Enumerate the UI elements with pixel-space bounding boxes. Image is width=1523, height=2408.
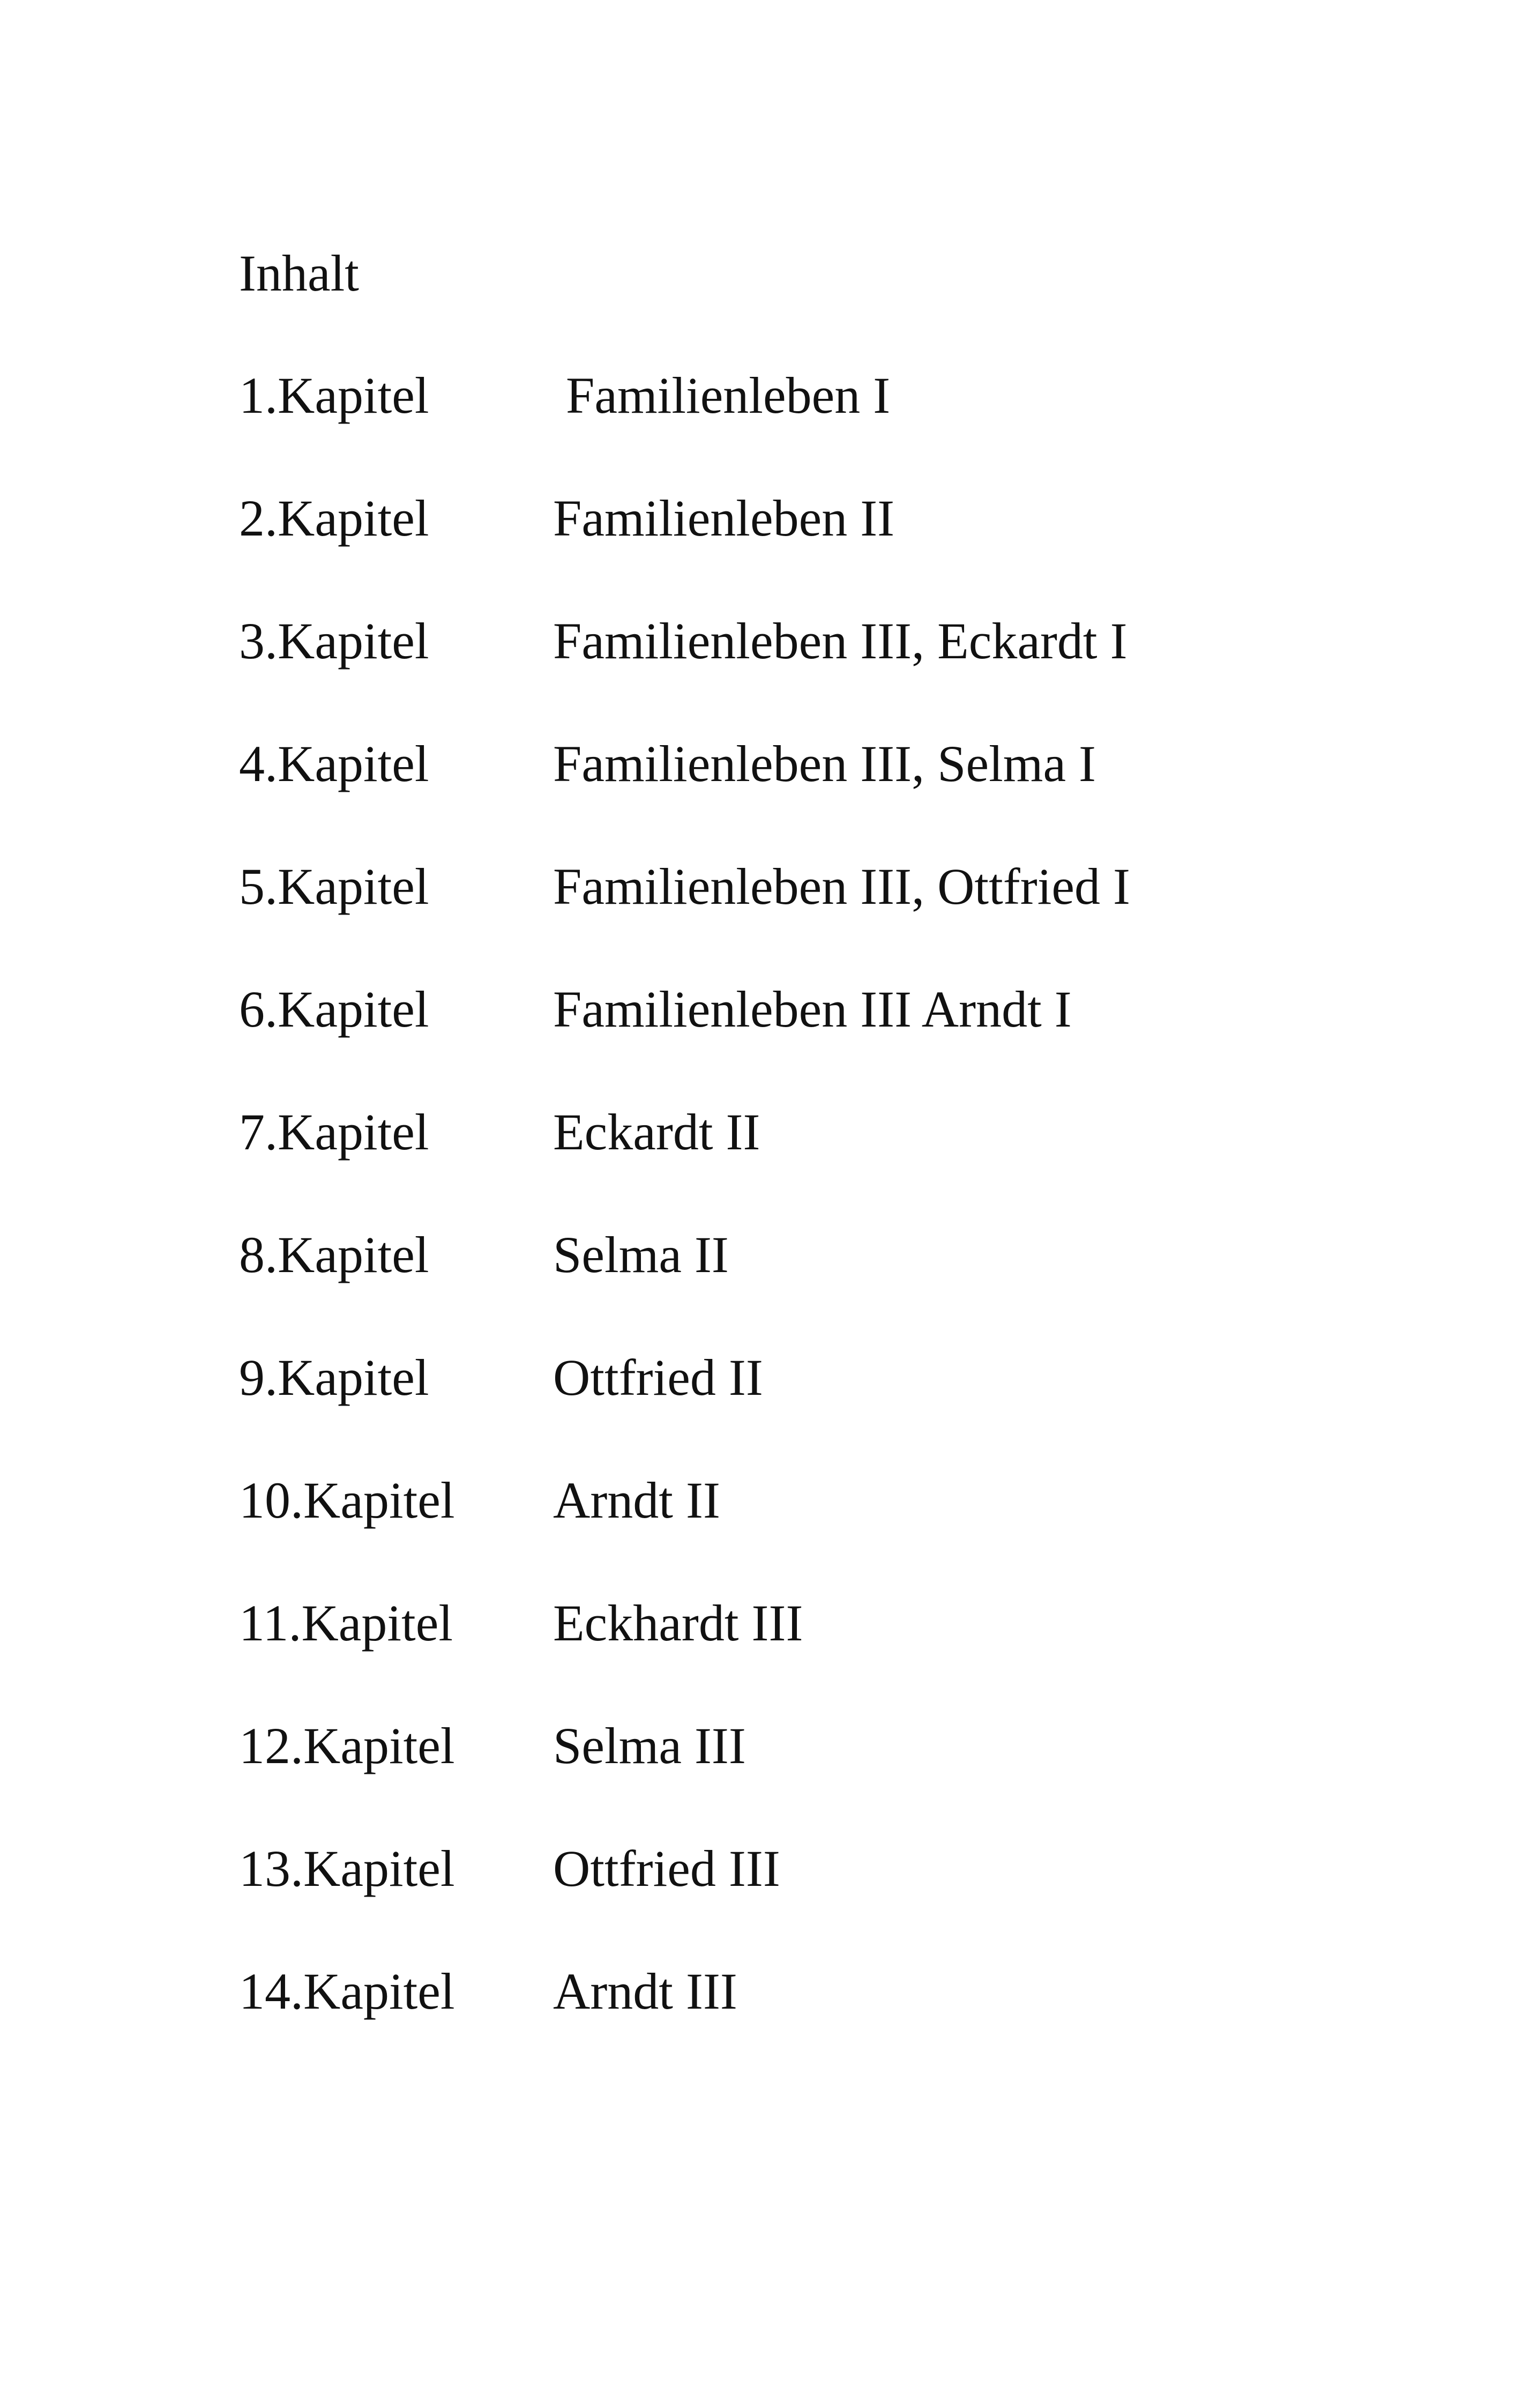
chapter-title: Eckhardt III <box>553 1594 803 1652</box>
toc-entry-10 <box>239 1463 1418 1586</box>
chapter-number: 3.Kapitel <box>239 612 429 670</box>
chapter-title: Selma III <box>553 1717 746 1774</box>
toc-entry-7 <box>239 1095 1418 1217</box>
toc-entry-13 <box>239 1831 1418 1954</box>
toc-entry-1 <box>239 358 1418 481</box>
toc-entry-6 <box>239 972 1418 1095</box>
chapter-number: 11.Kapitel <box>239 1594 453 1652</box>
chapter-title: Ottfried III <box>553 1840 780 1897</box>
toc-entry-14 <box>239 1954 1418 2077</box>
chapter-title: Arndt II <box>553 1471 720 1529</box>
chapter-title: Familienleben III, Selma I <box>553 735 1096 792</box>
chapter-title: Selma II <box>553 1226 729 1283</box>
chapter-title: Familienleben II <box>553 489 895 547</box>
chapter-title: Arndt III <box>553 1963 737 2020</box>
chapter-title: Eckardt II <box>553 1103 760 1161</box>
chapter-number: 8.Kapitel <box>239 1226 429 1283</box>
chapter-number: 6.Kapitel <box>239 980 429 1038</box>
chapter-number: 14.Kapitel <box>239 1963 455 2020</box>
chapter-number: 1.Kapitel <box>239 367 429 424</box>
page-title: Inhalt <box>239 244 359 302</box>
toc-entry-8 <box>239 1217 1418 1340</box>
chapter-title: Ottfried II <box>553 1349 763 1406</box>
chapter-title: Familienleben I <box>566 367 891 424</box>
chapter-number: 9.Kapitel <box>239 1349 429 1406</box>
chapter-title: Familienleben III, Ottfried I <box>553 858 1130 915</box>
toc-entry-11 <box>239 1586 1418 1708</box>
toc-entry-12 <box>239 1708 1418 1831</box>
toc-entry-4 <box>239 726 1418 849</box>
chapter-number: 5.Kapitel <box>239 858 429 915</box>
table-of-contents <box>239 358 1418 2077</box>
toc-entry-5 <box>239 849 1418 972</box>
chapter-number: 4.Kapitel <box>239 735 429 792</box>
chapter-number: 2.Kapitel <box>239 489 429 547</box>
chapter-number: 12.Kapitel <box>239 1717 455 1774</box>
chapter-title: Familienleben III, Eckardt I <box>553 612 1128 670</box>
chapter-number: 7.Kapitel <box>239 1103 429 1161</box>
toc-entry-2 <box>239 481 1418 604</box>
chapter-number: 13.Kapitel <box>239 1840 455 1897</box>
toc-entry-3 <box>239 604 1418 726</box>
toc-entry-9 <box>239 1340 1418 1463</box>
chapter-number: 10.Kapitel <box>239 1471 455 1529</box>
chapter-title: Familienleben III Arndt I <box>553 980 1072 1038</box>
